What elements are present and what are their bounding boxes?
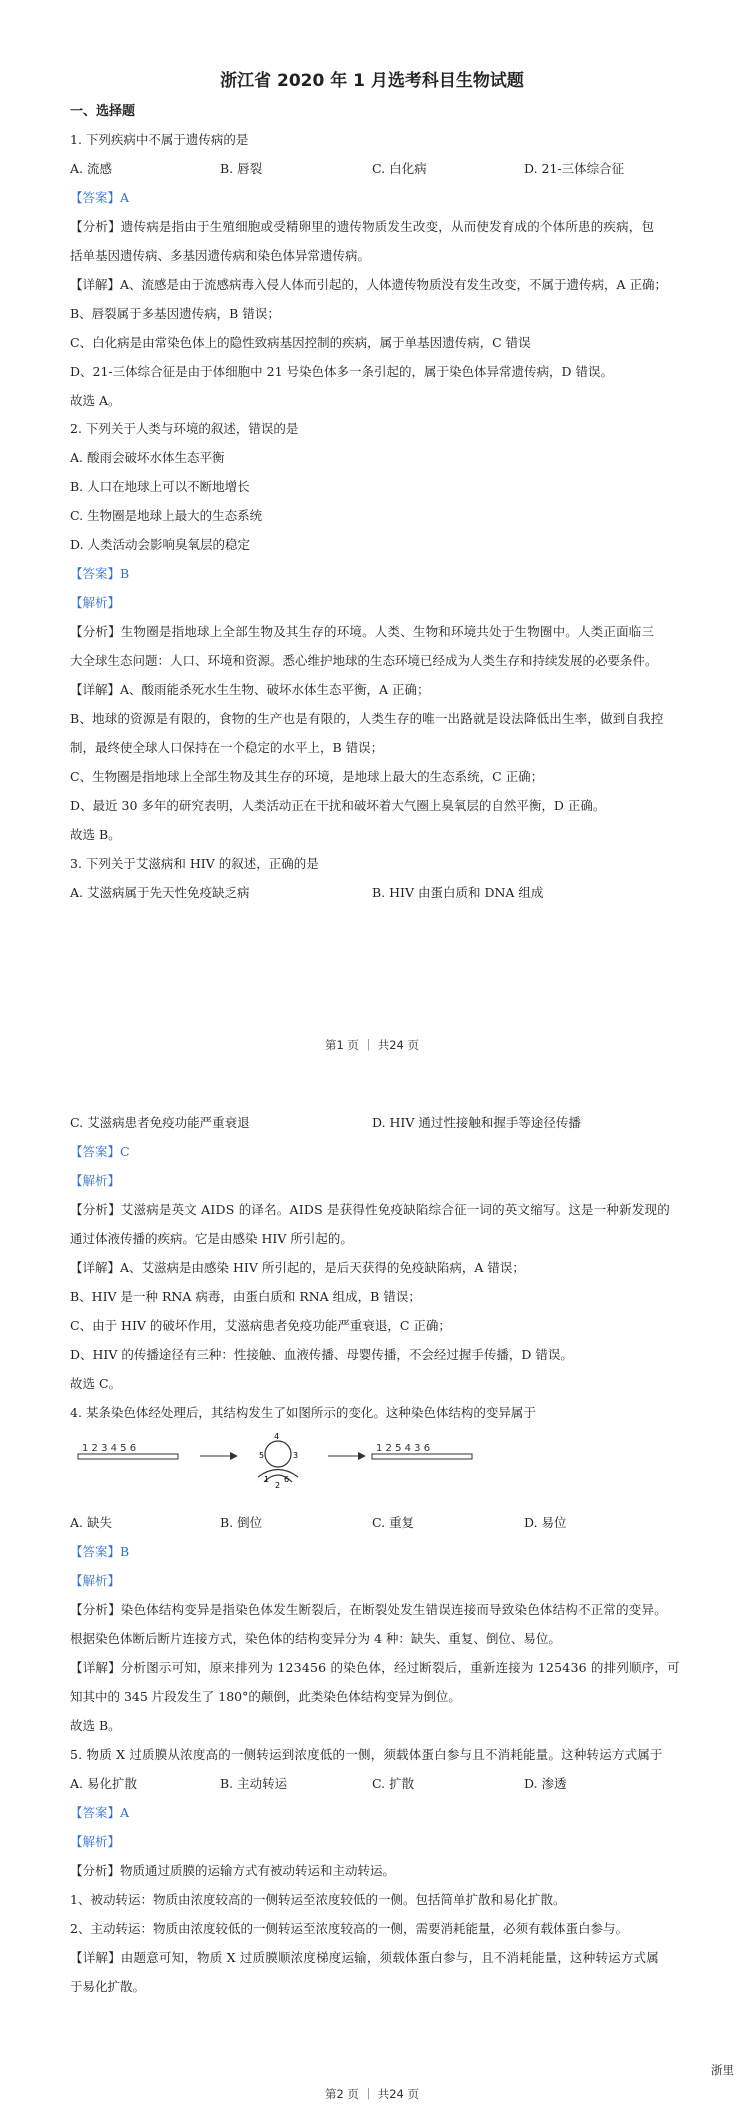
q5-option-a: A. 易化扩散 [70, 1776, 137, 1791]
q4-analysis: 【分析】染色体结构变异是指染色体发生断裂后，在断裂处发生错误连接而导致染色体结构不正常的变异。 [70, 1602, 667, 1617]
q3-detail-d: D、HIV 的传播途径有三种：性接触、血液传播、母婴传播，不会经过握手传播，D 错误。 [70, 1347, 573, 1362]
q4-option-a: A. 缺失 [70, 1515, 112, 1530]
svg-text:2: 2 [275, 1481, 281, 1490]
q2-option-a: A. 酸雨会破坏水体生态平衡 [70, 450, 225, 465]
q3-analysis: 【分析】艾滋病是英文 AIDS 的译名。AIDS 是获得性免疫缺陷综合征一词的英文缩写。这是一种新发现的 [70, 1202, 670, 1217]
svg-text:4: 4 [274, 1432, 280, 1441]
q3-conclusion: 故选 C。 [70, 1376, 122, 1391]
question-1: 1. 下列疾病中不属于遗传病的是 [70, 132, 249, 147]
q1-analysis: 【分析】遗传病是指由于生殖细胞或受精卵里的遗传物质发生改变，从而使发育成的个体所患的疾病，包 [70, 219, 655, 234]
arrow-2-head [358, 1452, 366, 1460]
watermark-corner: 浙里 [711, 2063, 734, 2077]
q2-conclusion: 故选 B。 [70, 827, 121, 842]
page-footer-2: 第2 页 ｜ 共24 页 [324, 2087, 420, 2101]
q5-option-b: B. 主动转运 [220, 1776, 288, 1791]
q3-analysis-cont: 通过体液传播的疾病。它是由感染 HIV 所引起的。 [70, 1231, 353, 1246]
label-before: 1 2 3 4 5 6 [82, 1443, 137, 1454]
q1-option-a: A. 流感 [70, 161, 112, 176]
section-heading: 一、选择题 [70, 104, 136, 119]
q3-option-a: A. 艾滋病属于先天性免疫缺乏病 [70, 885, 250, 900]
q3-detail-c: C、由于 HIV 的破坏作用，艾滋病患者免疫功能严重衰退，C 正确； [70, 1318, 451, 1333]
q2-detail-c: C、生物圈是指地球上全部生物及其生存的环境，是地球上最大的生态系统，C 正确； [70, 769, 544, 784]
q4-option-d: D. 易位 [524, 1515, 567, 1530]
label-after: 1 2 5 4 3 6 [376, 1443, 431, 1454]
q1-answer: 【答案】A [70, 190, 130, 205]
q5-analysis: 【分析】物质通过质膜的运输方式有被动转运和主动转运。 [70, 1863, 396, 1878]
q2-detail-b: B、地球的资源是有限的，食物的生产也是有限的，人类生存的唯一出路就是设法降低出生率，做到自我控 [70, 711, 664, 726]
q4-answer: 【答案】B [70, 1544, 130, 1559]
q4-conclusion: 故选 B。 [70, 1718, 121, 1733]
question-3: 3. 下列关于艾滋病和 HIV 的叙述，正确的是 [70, 856, 319, 871]
page-title: 浙江省 2020 年 1 月选考科目生物试题 [220, 71, 524, 91]
q4-explanation-label: 【解析】 [70, 1573, 121, 1588]
question-2: 2. 下列关于人类与环境的叙述，错误的是 [70, 421, 299, 436]
q1-detail-b: B、唇裂属于多基因遗传病，B 错误； [70, 306, 280, 321]
q4-option-c: C. 重复 [372, 1515, 415, 1530]
q1-detail-c: C、白化病是由常染色体上的隐性致病基因控制的疾病，属于单基因遗传病，C 错误 [70, 335, 531, 350]
svg-text:1: 1 [264, 1475, 270, 1484]
q1-option-b: B. 唇裂 [220, 161, 263, 176]
q5-analysis-active: 2、主动转运：物质由浓度较低的一侧转运至浓度较高的一侧，需要消耗能量，必须有载体蛋白参与。 [70, 1921, 628, 1936]
q3-detail-a: 【详解】A、艾滋病是由感染 HIV 所引起的，是后天获得的免疫缺陷病，A 错误； [70, 1260, 525, 1275]
q2-detail-b-cont: 制，最终使全球人口保持在一个稳定的水平上，B 错误； [70, 740, 384, 755]
q4-analysis-cont: 根据染色体断后断片连接方式，染色体的结构变异分为 4 种：缺失、重复、倒位、易位。 [70, 1631, 561, 1646]
q2-detail-a: 【详解】A、酸雨能杀死水生生物、破坏水体生态平衡，A 正确； [70, 682, 430, 697]
q1-analysis-cont: 括单基因遗传病、多基因遗传病和染色体异常遗传病。 [70, 248, 371, 263]
q5-option-d: D. 渗透 [524, 1776, 567, 1791]
q4-detail-cont: 知其中的 345 片段发生了 180°的颠倒，此类染色体结构变异为倒位。 [70, 1689, 461, 1704]
q1-option-c: C. 白化病 [372, 161, 427, 176]
q1-option-d: D. 21-三体综合征 [524, 161, 625, 176]
svg-text:6: 6 [284, 1475, 290, 1484]
page-footer-1: 第1 页 ｜ 共24 页 [324, 1038, 420, 1052]
q2-option-c: C. 生物圈是地球上最大的生态系统 [70, 508, 263, 523]
chromosome-inversion-diagram [70, 1432, 500, 1494]
q1-detail-d: D、21-三体综合征是由于体细胞中 21 号染色体多一条引起的，属于染色体异常遗传病，D 错误。 [70, 364, 614, 379]
q2-explanation-label: 【解析】 [70, 595, 121, 610]
chromosome-after [372, 1454, 472, 1459]
q2-analysis: 【分析】生物圈是指地球上全部生物及其生存的环境。人类、生物和环境共处于生物圈中。人类正面临三 [70, 624, 655, 639]
q3-explanation-label: 【解析】 [70, 1173, 121, 1188]
chromosome-loop [258, 1432, 298, 1490]
q5-answer: 【答案】A [70, 1805, 130, 1820]
question-5: 5. 物质 X 过质膜从浓度高的一侧转运到浓度低的一侧，须载体蛋白参与且不消耗能量。这种转运方式属于 [70, 1747, 663, 1762]
q3-option-c: C. 艾滋病患者免疫功能严重衰退 [70, 1115, 250, 1130]
q5-detail-cont: 于易化扩散。 [70, 1979, 146, 1994]
question-4: 4. 某条染色体经处理后，其结构发生了如图所示的变化。这种染色体结构的变异属于 [70, 1405, 536, 1420]
q1-detail: 【详解】A、流感是由于流感病毒入侵人体而引起的，人体遗传物质没有发生改变，不属于遗传病，A 正确； [70, 277, 668, 292]
q5-explanation-label: 【解析】 [70, 1834, 121, 1849]
q5-option-c: C. 扩散 [372, 1776, 415, 1791]
q3-answer: 【答案】C [70, 1144, 130, 1159]
q5-analysis-passive: 1、被动转运：物质由浓度较高的一侧转运至浓度较低的一侧。包括简单扩散和易化扩散。 [70, 1892, 566, 1907]
q4-option-b: B. 倒位 [220, 1515, 263, 1530]
q3-option-d: D. HIV 通过性接触和握手等途径传播 [372, 1115, 581, 1130]
q2-answer: 【答案】B [70, 566, 130, 581]
chromosome-before [78, 1454, 178, 1459]
svg-text:5: 5 [259, 1451, 265, 1460]
q2-analysis-cont: 大全球生态问题：人口、环境和资源。悉心维护地球的生态环境已经成为人类生存和持续发展的必要条件。 [70, 653, 658, 668]
svg-text:3: 3 [293, 1451, 299, 1460]
q2-detail-d: D、最近 30 多年的研究表明，人类活动正在干扰和破坏着大气圈上臭氧层的自然平衡，D 正确。 [70, 798, 606, 813]
q4-detail: 【详解】分析图示可知，原来排列为 123456 的染色体，经过断裂后，重新连接为 125436 的排列顺序，可 [70, 1660, 680, 1675]
q1-conclusion: 故选 A。 [70, 393, 121, 408]
q2-option-b: B. 人口在地球上可以不断地增长 [70, 479, 250, 494]
q3-detail-b: B、HIV 是一种 RNA 病毒，由蛋白质和 RNA 组成，B 错误； [70, 1289, 421, 1304]
q5-detail: 【详解】由题意可知，物质 X 过质膜顺浓度梯度运输，须载体蛋白参与，且不消耗能量，这种转运方式属 [70, 1950, 659, 1965]
q2-option-d: D. 人类活动会影响臭氧层的稳定 [70, 537, 251, 552]
q3-option-b: B. HIV 由蛋白质和 DNA 组成 [372, 885, 544, 900]
arrow-1-head [230, 1452, 238, 1460]
